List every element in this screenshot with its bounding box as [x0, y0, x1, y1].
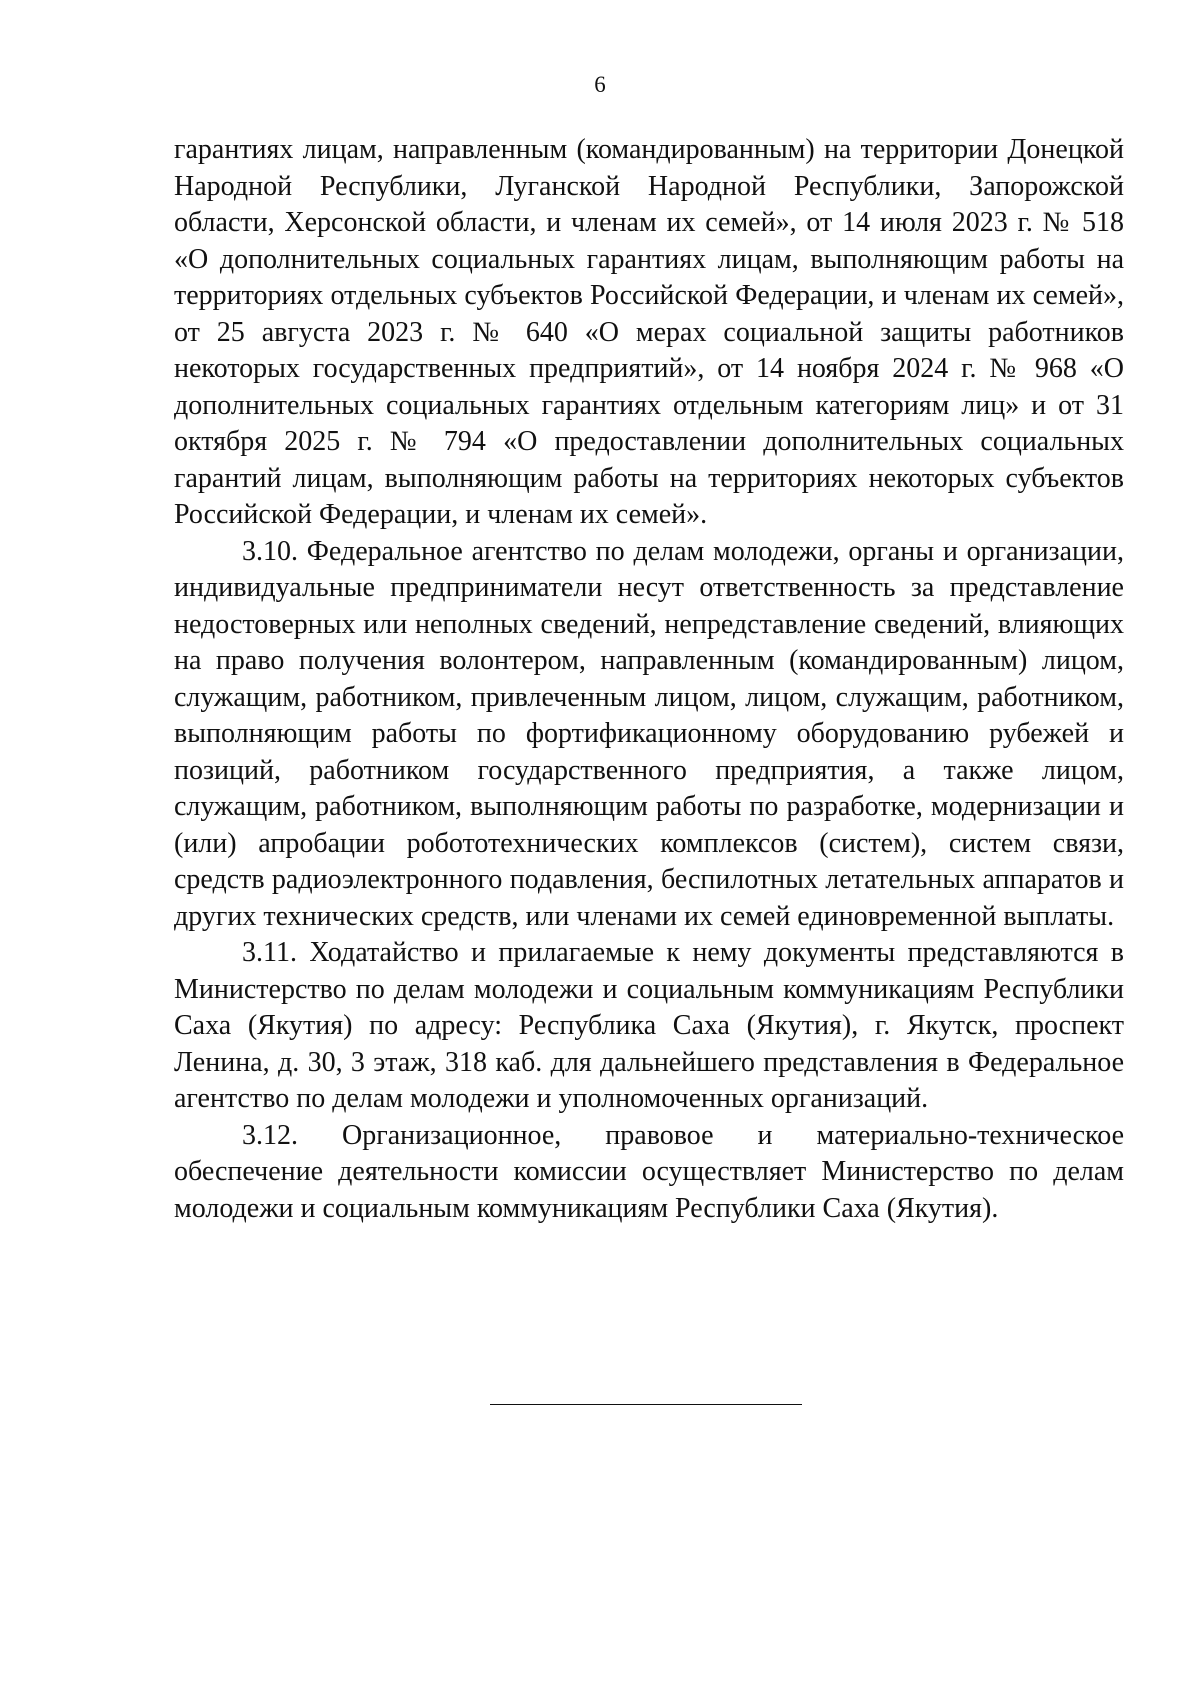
paragraph-3-12: 3.12. Организационное, правовое и материально-техническое обеспечение деятельности комиссии осуществляет Министерство по делам молодежи и социальным коммуникациям Республики Саха (Якутия).	[174, 1119, 1124, 1224]
paragraph-3-10: 3.10. Федеральное агентство по делам молодежи, органы и организации, индивидуальные предприниматели несут ответственность за представление недостоверных или неполных сведений, непредставление сведений, влияющих на право получения волонтером, направленным (командированным) лицом, служащим, работником, привлеченным лицом, лицом, служащим, работником, выполняющим работы по фортификационному оборудованию рубежей и позиций, работником государственного предприятия, а также лицом, служащим, работником, выполняющим работы по разработке, модернизации и (или) апробации робототехнических комплексов (систем), систем связи, средств радиоэлектронного подавления, беспилотных летательных аппаратов и других технических средств, или членами их семей единовременной выплаты.	[174, 535, 1124, 932]
paragraph-3-11: 3.11. Ходатайство и прилагаемые к нему документы представляются в Министерство по делам молодежи и социальным коммуникациям Республики Саха (Якутия) по адресу: Республика Саха (Якутия), г. Якутск, проспект Ленина, д. 30, 3 этаж, 318 каб. для дальнейшего представления в Федеральное агентство по делам молодежи и уполномоченных организаций.	[174, 937, 1124, 1114]
document-body	[174, 132, 1124, 1227]
end-separator-line	[490, 1404, 802, 1405]
page-number: 6	[594, 72, 606, 97]
paragraph-continuation: гарантиях лицам, направленным (командированным) на территории Донецкой Народной Республики, Луганской Народной Республики, Запорожской области, Херсонской области, и членам их семей», от 14 июля 2023 г. № 518 «О дополнительных социальных гарантиях лицам, выполняющим работы на территориях отдельных субъектов Российской Федерации, и членам их семей», от 25 августа 2023 г. № 640 «О мерах социальной защиты работников некоторых государственных предприятий», от 14 ноября 2024 г. № 968 «О дополнительных социальных гарантиях отдельным категориям лиц» и от 31 октября 2025 г. № 794 «О предоставлении дополнительных социальных гарантий лицам, выполняющим работы на территориях некоторых субъектов Российской Федерации, и членам их семей».	[174, 134, 1124, 530]
